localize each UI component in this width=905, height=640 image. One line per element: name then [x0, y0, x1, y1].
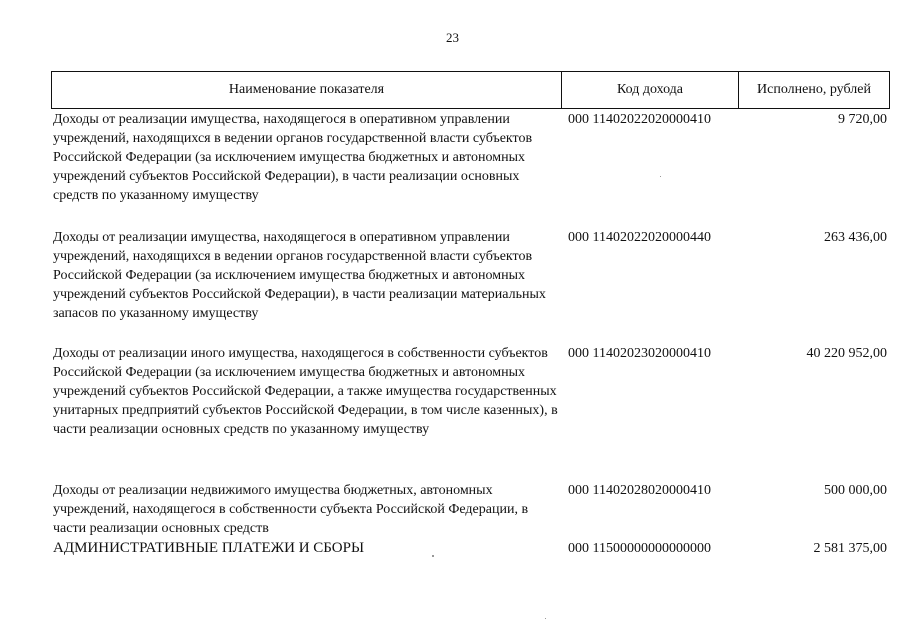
- row-code: 000 11402028020000410: [568, 483, 711, 498]
- row-amount: 2 581 375,00: [813, 541, 887, 556]
- row-amount: 9 720,00: [838, 112, 887, 127]
- row-amount: 500 000,00: [824, 483, 887, 498]
- header-name: Наименование показателя: [52, 72, 562, 108]
- row-code: 000 11402022020000440: [568, 230, 711, 245]
- row-code: 000 11402022020000410: [568, 112, 711, 127]
- row-code: 000 11402023020000410: [568, 346, 711, 361]
- scan-speck: [660, 176, 661, 177]
- row-amount: 263 436,00: [824, 230, 887, 245]
- row-name: Доходы от реализации имущества, находящегося в оперативном управлении учреждений, находящихся в ведении органов государственной власти субъектов Российской Федерации (за исключением имущества бюджетных и автономных учреждений субъектов Российской Федерации), в части реализации основных средств по указанному имуществу: [53, 112, 533, 203]
- table-header: [51, 71, 890, 109]
- row-code: 000 11500000000000000: [568, 541, 711, 556]
- row-name: Доходы от реализации иного имущества, находящегося в собственности субъектов Российской Федерации (за исключением имущества бюджетных и автономных учреждений субъектов Российской Федерации, а также имущества государственных унитарных предприятий субъектов Российской Федерации, в том числе казенных), в части реализации основных средств по указанному имуществу: [53, 346, 558, 437]
- row-name: Доходы от реализации недвижимого имущества бюджетных, автономных учреждений, находящегося в собственности субъекта Российской Федерации, в части реализации основных средств: [53, 483, 529, 536]
- row-amount: 40 220 952,00: [806, 346, 887, 361]
- scan-speck: [432, 555, 434, 557]
- header-code: Код дохода: [562, 72, 739, 108]
- header-amount: Исполнено, рублей: [757, 82, 871, 97]
- row-name: Доходы от реализации имущества, находящегося в оперативном управлении учреждений, находящихся в ведении органов государственной власти субъектов Российской Федерации (за исключением имущества бюджетных и автономных учреждений субъектов Российской Федерации), в части реализации материальных запасов по указанному имуществу: [53, 230, 546, 321]
- scan-speck: [545, 618, 546, 619]
- section-name: АДМИНИСТРАТИВНЫЕ ПЛАТЕЖИ И СБОРЫ: [53, 540, 365, 556]
- page-number: 23: [446, 30, 459, 45]
